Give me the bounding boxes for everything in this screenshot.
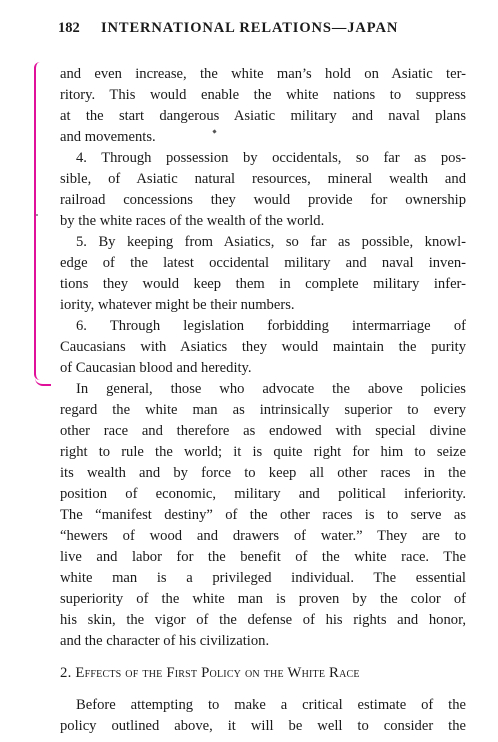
text-line: 6. Through legislation forbidding intermarriage of: [76, 318, 466, 334]
stray-mark: [36, 214, 38, 216]
text-line: tions they would keep them in complete military infer-: [60, 276, 466, 292]
running-head: INTERNATIONAL RELATIONS—JAPAN: [101, 20, 399, 36]
page-number: 182: [58, 20, 80, 36]
text-line: by the white races of the wealth of the world.: [60, 213, 325, 229]
page-body: [60, 64, 466, 737]
text-line: Before attempting to make a critical estimate of the: [76, 697, 466, 713]
text-line: his skin, the vigor of the defense of his rights and honor,: [60, 612, 466, 628]
margin-bracket-annotation: [34, 62, 44, 380]
text-line: right to rule the world; it is quite right for him to seize: [60, 444, 466, 460]
text-line: edge of the latest occidental military and naval inven-: [60, 255, 466, 271]
text-line: “hewers of wood and drawers of water.” They are to: [60, 528, 466, 544]
text-line: sible, of Asiatic natural resources, mineral wealth and: [60, 171, 466, 187]
text-line: In general, those who advocate the above policies: [76, 381, 466, 397]
text-line: iority, whatever might be their numbers.: [60, 297, 295, 313]
text-line: 5. By keeping from Asiatics, so far as possible, knowl-: [76, 234, 466, 250]
text-line: regard the white man as intrinsically superior to every: [60, 402, 466, 418]
text-line: other race and therefore as endowed with special divine: [60, 423, 466, 439]
margin-bracket-foot-annotation: [35, 376, 51, 386]
text-line: live and labor for the benefit of the white race. The: [60, 549, 466, 565]
text-line: and even increase, the white man’s hold on Asiatic ter-: [60, 66, 466, 82]
text-line: The “manifest destiny” of the other races is to serve as: [60, 507, 466, 523]
text-line: railroad concessions they would provide for ownership: [60, 192, 466, 208]
running-header: [58, 20, 478, 40]
text-line: and movements.: [60, 129, 156, 145]
text-line: 4. Through possession by occidentals, so far as pos-: [76, 150, 466, 166]
text-line: policy outlined above, it will be well to consider the: [60, 718, 466, 734]
text-line: ritory. This would enable the white nations to suppress: [60, 87, 466, 103]
text-line: superiority of the white man is proven by the color of: [60, 591, 466, 607]
text-line: position of economic, military and political inferiority.: [60, 486, 466, 502]
text-line: at the start dangerous Asiatic military and naval plans: [60, 108, 466, 124]
section-heading: 2. Effects of the First Policy on the White Race: [60, 665, 360, 681]
text-line: its wealth and by force to keep all other races in the: [60, 465, 466, 481]
text-line: white man is a privileged individual. The essential: [60, 570, 466, 586]
text-line: Caucasians with Asiatics they would maintain the purity: [60, 339, 466, 355]
text-line: and the character of his civilization.: [60, 633, 270, 649]
text-line: of Caucasian blood and heredity.: [60, 360, 252, 376]
